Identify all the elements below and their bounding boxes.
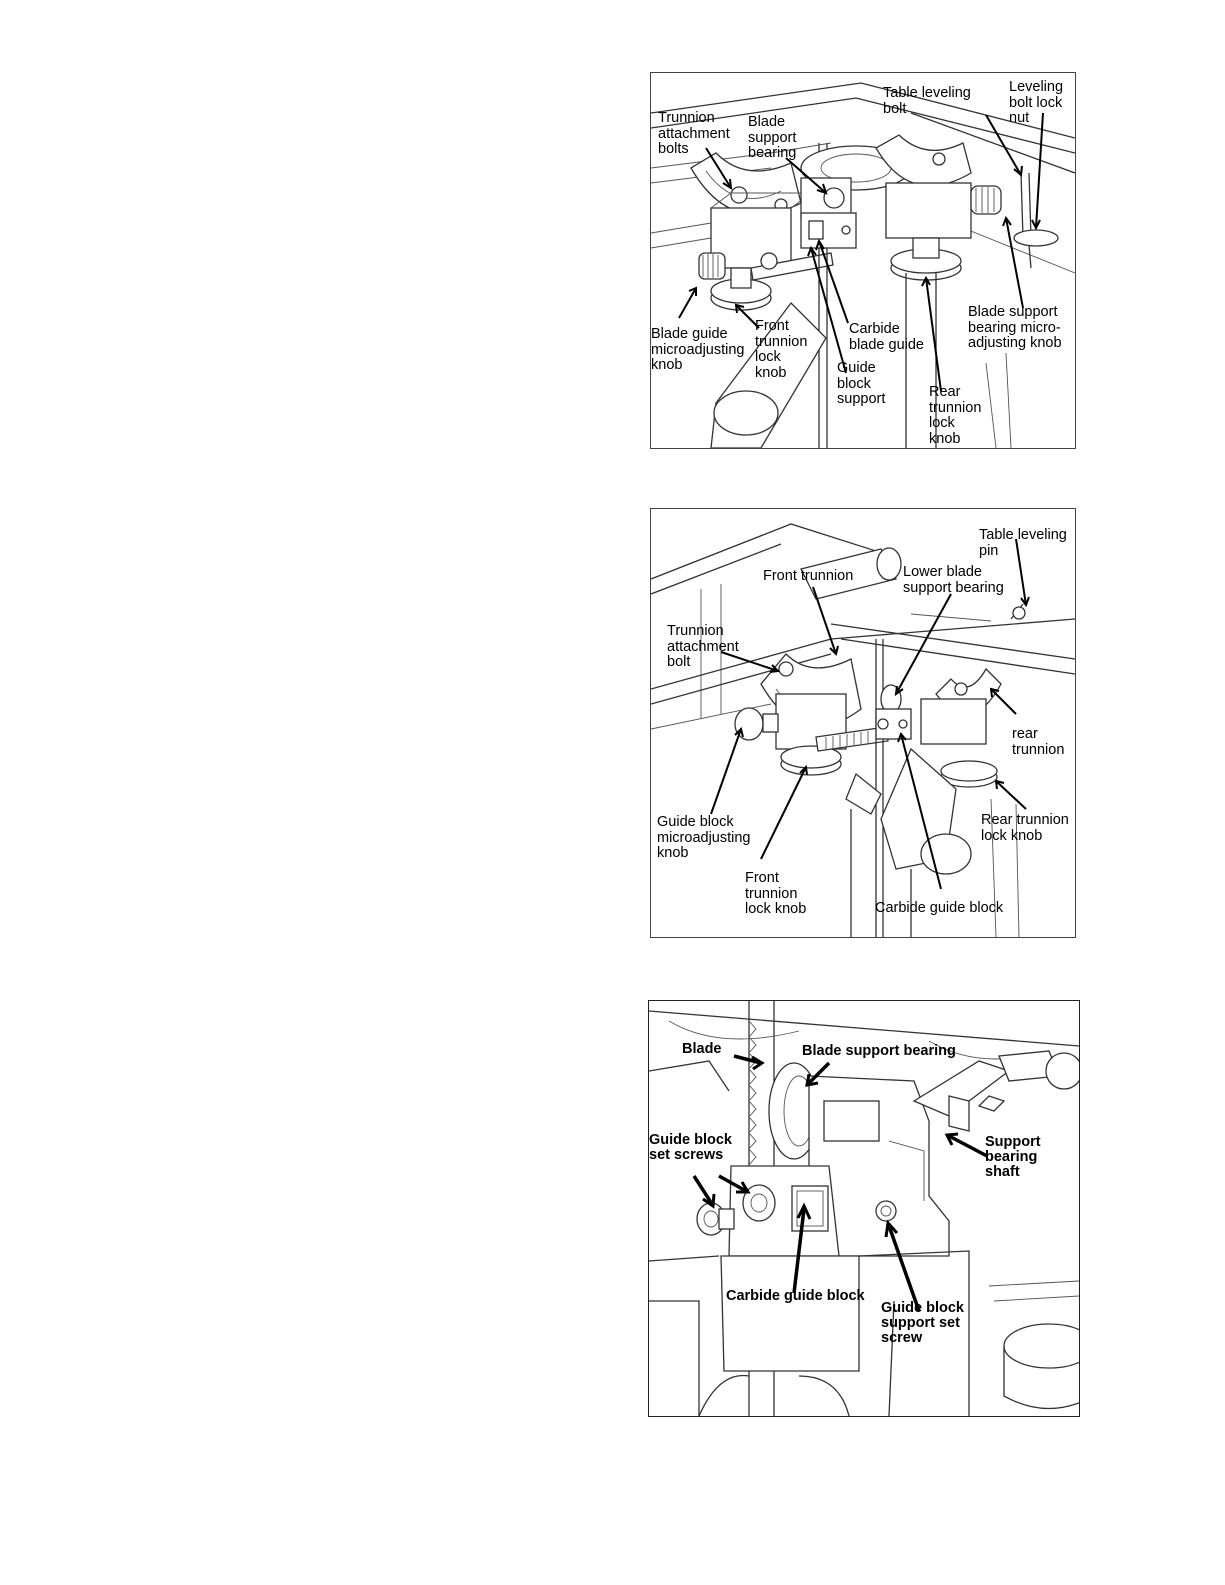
label-front-trunnion-lock-knob: Front trunnion lock knob [745, 870, 807, 917]
label-front-trunnion: Front trunnion [763, 568, 854, 584]
label-blade-support-bearing: Blade support bearing [802, 1043, 956, 1059]
figure-2-drawing [651, 509, 1075, 937]
figure-3-drawing [649, 1001, 1079, 1416]
label-guide-block-microadjusting-knob: Guide block microadjusting knob [657, 814, 751, 861]
label-guide-block-set-screws: Guide block set screws [649, 1132, 732, 1163]
figure-1-trunnion-assembly [650, 72, 1076, 449]
figure-2-lower-guide-assembly [650, 508, 1076, 938]
label-leveling-bolt-lock-nut: Leveling bolt lock nut [1009, 79, 1064, 126]
label-support-bearing-shaft: Support bearing shaft [985, 1134, 1041, 1180]
label-blade-guide-microadjusting-knob: Blade guide microadjusting knob [651, 326, 745, 373]
label-blade-support-bearing-microadjusting-knob: Blade support bearing micro- adjusting knob [968, 304, 1062, 351]
label-blade: Blade [682, 1041, 722, 1057]
label-rear-trunnion: rear trunnion [1012, 726, 1065, 758]
label-table-leveling-bolt: Table leveling bolt [883, 85, 971, 117]
label-guide-block-support-set-screw: Guide block support set screw [881, 1300, 964, 1346]
label-carbide-guide-block: Carbide guide block [875, 900, 1004, 916]
label-front-trunnion-lock-knob: Front trunnion lock knob [755, 318, 808, 381]
label-trunnion-attachment-bolts: Trunnion attachment bolts [658, 110, 730, 157]
label-lower-blade-support-bearing: Lower blade support bearing [903, 564, 1004, 596]
label-guide-block-support: Guide block support [837, 360, 886, 407]
label-blade-support-bearing: Blade support bearing [748, 114, 797, 161]
label-carbide-blade-guide: Carbide blade guide [849, 321, 924, 353]
label-rear-trunnion-lock-knob: Rear trunnion lock knob [981, 812, 1069, 844]
label-table-leveling-pin: Table leveling pin [979, 527, 1067, 559]
figure-3-blade-guide-closeup [648, 1000, 1080, 1417]
label-carbide-guide-block: Carbide guide block [726, 1288, 865, 1304]
label-rear-trunnion-lock-knob: Rear trunnion lock knob [929, 384, 982, 447]
label-trunnion-attachment-bolt: Trunnion attachment bolt [667, 623, 739, 670]
